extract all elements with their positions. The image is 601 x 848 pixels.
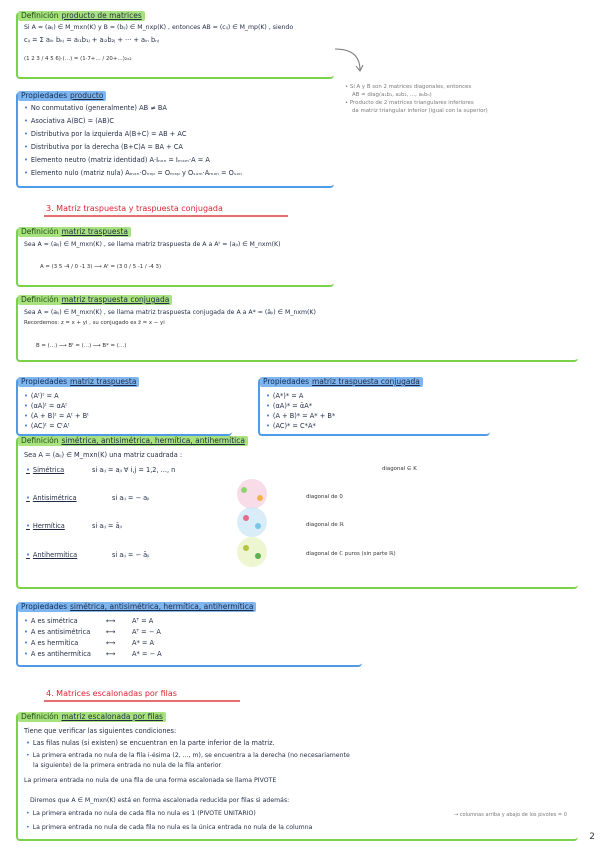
def-traspuesta-line1: Sea A = (aᵢⱼ) ∈ M_mxn(K) , se llama matriz traspuesta de A a Aᵗ = (aⱼᵢ) ∈ M_nxm(K) [24,241,281,248]
prop-conjugada-title: matriz traspuesta conjugada [312,377,420,386]
prop-conjugada-item: • (AC)* = C*A* [266,422,316,430]
side-note-2: AB = diag(a₁b₁, a₂b₂, ..., aₙbₙ) [352,92,432,98]
matrix-sketch-icon [222,476,282,576]
prop-traspuesta-item: • (A + B)ᵗ = Aᵗ + Bᵗ [24,412,89,420]
prop-simetrica-tag [18,602,256,612]
equiv-arrow: ⟷ [106,617,116,625]
prop-simetrica-title: simétrica, antisimétrica, hermítica, antihermítica [70,602,254,611]
tag-label: Propiedades [21,377,67,386]
simetrica-cond: si aᵢⱼ = aⱼᵢ ∀ i,j = 1,2, ..., n [92,466,176,474]
prop-producto-tag [18,91,106,101]
def-simetrica-frame [16,437,578,589]
prop-producto-item: • Elemento nulo (matriz nula) Aₘₓₙ·Oₙₓₚ = Oₘₓₚ y Oₛₓₘ·Aₘₓₙ = Oₛₓₙ [24,169,242,177]
side-note-4: da matriz triangular inferior (igual con la superior) [352,108,488,114]
tag-label: Propiedades [21,91,67,100]
antisimetrica-cond: si aᵢⱼ = − aⱼᵢ [112,494,150,502]
prop-conjugada-tag [260,377,423,387]
side-note-3: • Producto de 2 matrices triangulares inferiores [345,100,474,106]
def-producto-line1: Si A = (aᵢⱼ) ∈ M_mxn(K) y B = (bᵢⱼ) ∈ M_nxp(K) , entonces AB = (cᵢⱼ) ∈ M_mp(K) , siendo [24,24,294,31]
escalonada-line0: Tiene que verificar las siguientes condiciones: [24,727,177,735]
section-3-title: 3. Matriz traspuesta y traspuesta conjugada [46,204,223,213]
def-traspuesta-tag [18,227,131,237]
tag-label: Definición [21,227,59,236]
antisimetrica-result: diagonal de 0 [306,494,343,500]
def-traspuesta-example: A = (3 5 -4 / 0 -1 3) ⟶ Aᵗ = (3 0 / 5 -1 / -4 3) [40,264,162,270]
prop-conjugada-item: • (A*)* = A [266,392,303,400]
prop-producto-item: • Elemento neutro (matriz identidad) A·Iₙₓₙ = Iₘₓₘ·A = A [24,156,210,164]
def-simetrica-title: simétrica, antisimétrica, hermítica, antihermítica [61,436,245,445]
prop-simetrica-right: A* = A [132,639,155,647]
antihermitica-result: diagonal de ℂ puros (sin parte ℝ) [306,551,396,557]
prop-producto-item: • No conmutativo (generalmente) AB ≠ BA [24,104,167,112]
def-conjugada-example: B = (…) ⟶ Bᵗ = (…) ⟶ B* = (…) [36,343,127,349]
side-note-1: • Si A y B son 2 matrices diagonales, entonces [345,84,472,90]
prop-simetrica-left: • A es hermítica [24,639,78,647]
equiv-arrow: ⟷ [106,650,116,658]
def-simetrica-line1: Sea A = (aᵢⱼ) ∈ M_mxn(K) una matriz cuadrada : [24,451,183,459]
antisimetrica-name: • Antisimétrica [26,494,77,502]
section-3-underline [44,215,288,217]
prop-traspuesta-item: • (AC)ᵗ = CᵗAᵗ [24,422,70,430]
section-4-title: 4. Matrices escalonadas por filas [46,689,177,698]
prop-conjugada-item: • (αA)* = ᾱA* [266,402,312,410]
def-escalonada-tag [18,712,166,722]
def-conjugada-line1: Sea A = (aᵢⱼ) ∈ M_mxn(K) , se llama matriz traspuesta conjugada de A a A* = (āⱼᵢ) ∈ M_nxm(K) [24,309,316,316]
escalonada-bullet-cont: la siguiente) de la primera entrada no nula de la fila anterior [33,762,222,769]
prop-simetrica-left: • A es simétrica [24,617,78,625]
prop-traspuesta-title: matriz traspuesta [70,377,137,386]
prop-simetrica-right: Aᵀ = − A [132,628,161,636]
equiv-arrow: ⟷ [106,628,116,636]
prop-simetrica-right: Aᵀ = A [132,617,154,625]
escalonada-bullet: • La primera entrada no nula de cada fila no nula es 1 (PIVOTE UNITARIO) [26,810,256,818]
prop-conjugada-item: • (A + B)* = A* + B* [266,412,335,420]
simetrica-name: • Simétrica [26,466,64,474]
def-escalonada-title: matriz escalonada por filas [61,712,163,721]
escalonada-line4: Diremos que A ∈ M_mxn(K) está en forma escalonada reducida por filas si además: [30,797,290,804]
prop-producto-item: • Distributiva por la derecha (B+C)A = BA + CA [24,143,183,151]
tag-label: Definición [21,712,59,721]
def-conjugada-tag [18,295,172,305]
prop-simetrica-right: A* = − A [132,650,162,658]
tag-label: Propiedades [21,602,67,611]
antihermitica-cond: si aᵢⱼ = − āⱼᵢ [112,551,150,559]
hermitica-result: diagonal de ℝ [306,522,344,528]
def-producto-example: (1 2 3 / 4 5 6)·(…) = (1·7+… / 20+…)₂ₓ₂ [24,56,132,62]
curved-arrow-icon [330,44,370,74]
def-producto-tag [18,11,145,21]
prop-producto-item: • Distributiva por la izquierda A(B+C) = AB + AC [24,130,186,138]
prop-traspuesta-item: • (Aᵗ)ᵗ = A [24,392,59,400]
prop-traspuesta-item: • (αA)ᵗ = αAᵗ [24,402,67,410]
prop-producto-title: producto [70,91,104,100]
def-producto-title: producto de matrices [61,11,142,20]
tag-label: Definición [21,11,59,20]
antihermitica-name: • Antihermítica [26,551,77,559]
def-conjugada-frame [16,296,578,362]
hermitica-cond: si aᵢⱼ = āⱼᵢ [92,522,122,530]
escalonada-bullet: • La primera entrada no nula de cada fila no nula es la única entrada no nula de la columna [26,824,312,832]
def-producto-frame [16,12,334,79]
tag-label: Definición [21,295,59,304]
def-conjugada-title: matriz traspuesta conjugada [61,295,170,304]
hermitica-name: • Hermítica [26,522,65,530]
simetrica-result: diagonal ∈ K [382,466,417,472]
def-traspuesta-title: matriz traspuesta [61,227,128,236]
def-producto-line2: cᵢⱼ = Σ aᵢₖ bₖⱼ = aᵢ₁b₁ⱼ + aᵢ₂b₂ⱼ + ··· + aᵢₙ bₙⱼ [24,36,159,44]
prop-simetrica-left: • A es antihermítica [24,650,91,658]
escalonada-note: → columnas arriba y abajo de los pivotes = 0 [454,812,567,818]
escalonada-bullet: • Las filas nulas (si existen) se encuentran en la parte inferior de la matriz. [26,739,275,747]
tag-label: Definición [21,436,59,445]
escalonada-bullet: • La primera entrada no nula de la fila i-ésima (2, ..., m), se encuentra a la derecha (no necesariamente [26,752,350,760]
prop-simetrica-left: • A es antisimétrica [24,628,90,636]
tag-label: Propiedades [263,377,309,386]
prop-producto-item: • Asociativa A(BC) = (AB)C [24,117,114,125]
page-number: 2 [589,832,595,842]
escalonada-pivote: La primera entrada no nula de una fila de una forma escalonada se llama PIVOTE [24,777,277,784]
equiv-arrow: ⟷ [106,639,116,647]
prop-traspuesta-tag [18,377,139,387]
section-4-underline [44,700,240,702]
def-simetrica-tag [18,436,248,446]
def-conjugada-line2: Recordemos: z = x + yi , su conjugado es z̄ = x − yi [24,320,165,326]
